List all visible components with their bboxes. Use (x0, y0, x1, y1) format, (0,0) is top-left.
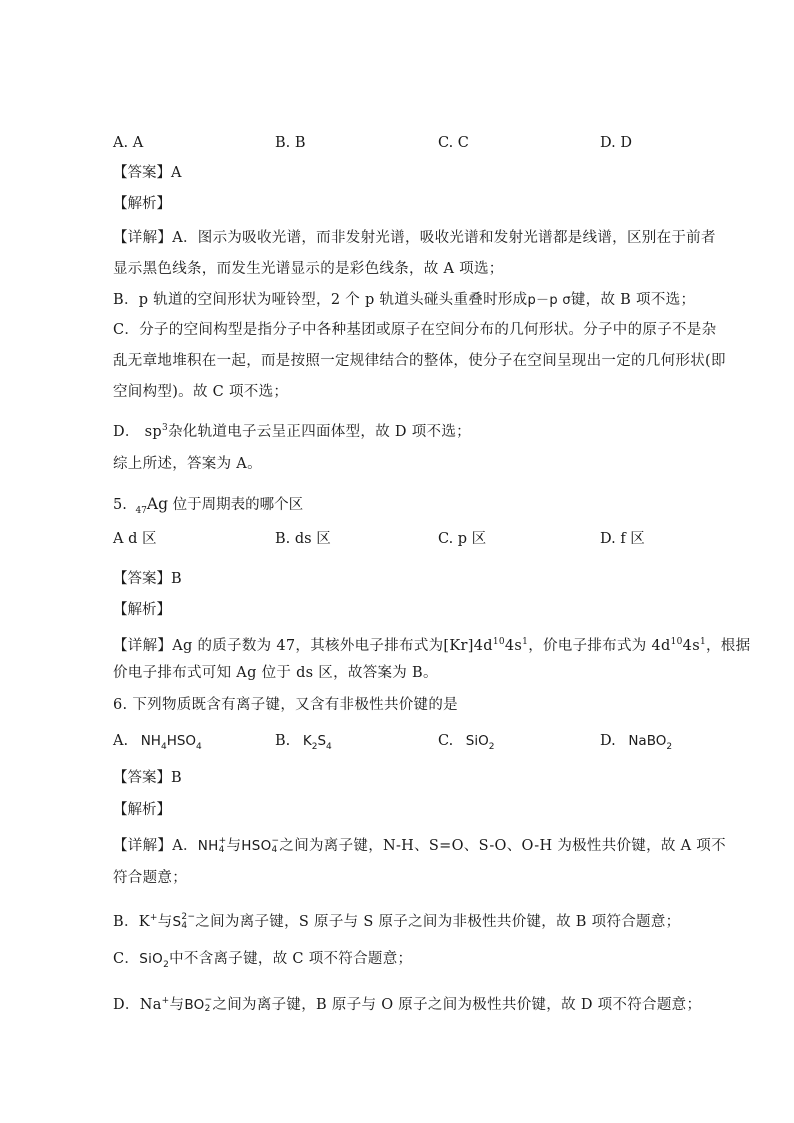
q6-option-d-label: D. (600, 733, 616, 749)
detail-d-post: 杂化轨道电子云呈正四面体型，故 D 项不选； (168, 424, 471, 440)
formula-part: SiO (465, 733, 489, 749)
q6-option-a (113, 731, 202, 757)
detail-a-post: 之间为离子键，N-H、S=O、S-O、O-H 为极性共价键，故 A 项不 (279, 838, 726, 854)
q6-analysis-label: 【解析】 (113, 802, 171, 818)
q6-option-a-label: A. (113, 733, 129, 749)
detail-text-5: ，根据 (705, 638, 751, 654)
q5-option-b: B. ds 区 (275, 531, 331, 547)
answer-value: B (171, 770, 182, 786)
answer-label: 【答案】 (113, 571, 171, 587)
ion-base: NH (197, 838, 219, 854)
q4-detail-c-line1: C．分子的空间构型是指分子中各种基团或原子在空间分布的几何形状。分子中的原子不是杂 (113, 322, 717, 338)
detail-text-2: 4s (504, 638, 523, 654)
q6-detail-a-line2: 符合题意； (113, 870, 187, 886)
ion-sub: 4 (181, 921, 188, 931)
detail-text-4: 4s (682, 638, 700, 654)
formula-sub: 2 (666, 742, 673, 752)
formula-sub: 4 (326, 742, 332, 752)
detail-sup-2: 1 (522, 637, 529, 647)
detail-a-pre: A． (172, 838, 198, 854)
q6-option-c-label: C. (438, 733, 454, 749)
ion-hydrogensulfate (241, 838, 279, 854)
detail-b-post: 之间为离子键，S 原子与 S 原子之间为非极性共价键，故 B 项符合题意； (195, 914, 681, 930)
formula-sub: 4 (196, 742, 202, 752)
detail-d-mid: 与 (169, 997, 185, 1013)
ion-metaborate (184, 997, 212, 1013)
detail-b-mid: 与 (157, 914, 173, 930)
ion-base: HSO (241, 838, 272, 854)
q4-option-d: D. D (600, 135, 632, 151)
ion-ammonium (198, 838, 227, 854)
q5-stem-text: 位于周期表的哪个区 (172, 497, 304, 513)
detail-c-post: 中不含离子键，故 C 项不符合题意； (169, 951, 413, 967)
detail-sup-1: 10 (492, 637, 505, 647)
formula-sub: 2 (488, 742, 495, 752)
ion-charge: 2− (181, 912, 196, 922)
q5-number: 5. (113, 497, 127, 513)
q6-option-c (438, 731, 494, 757)
q5-answer (113, 569, 182, 589)
ion-charge: − (271, 836, 280, 846)
q6-answer (113, 768, 182, 788)
q6-detail-d (113, 991, 701, 1015)
q4-option-c: C. C (438, 135, 469, 151)
q4-detail-a-line2: 显示黑色线条，而发生光谱显示的是彩色线条，故 A 项选； (113, 261, 504, 277)
q6-stem: 6. 下列物质既含有离子键，又含有非极性共价键的是 (113, 697, 458, 713)
q5-stem (113, 494, 303, 521)
q5-atomic-number: 47 (135, 506, 147, 516)
detail-label: 【详解】 (113, 638, 173, 654)
detail-d-pre: D． sp (113, 424, 162, 440)
detail-sup-4: 1 (699, 637, 706, 647)
formula-sub: 2 (163, 960, 170, 970)
q5-detail-line2: 价电子排布式可知 Ag 位于 ds 区，故答案为 B。 (113, 665, 438, 681)
q5-detail-line1 (113, 632, 750, 656)
q6-detail-c (113, 949, 412, 975)
q6-option-a-formula (140, 733, 202, 752)
formula-part: NH (140, 733, 161, 749)
q5-analysis-label: 【解析】 (113, 602, 171, 618)
detail-d-sup: 3 (161, 423, 168, 433)
formula-sub: 4 (160, 742, 167, 752)
q6-option-b-formula (302, 733, 332, 752)
answer-value: A (171, 165, 182, 181)
formula-part: K (302, 733, 312, 749)
q5-element: Ag (146, 495, 169, 513)
formula-part: HSO (166, 733, 197, 749)
answer-value: B (171, 571, 182, 587)
q6-detail-a-line1 (113, 836, 726, 856)
answer-label: 【答案】 (113, 770, 171, 786)
formula-sub: 2 (311, 742, 318, 752)
q5-option-a: A d 区 (113, 531, 157, 547)
ion-charge: − (204, 995, 213, 1005)
detail-b-pre: B．K (113, 914, 150, 930)
q6-option-d (600, 731, 672, 757)
detail-d-post: 之间为离子键，B 原子与 O 原子之间为极性共价键，故 D 项不符合题意； (212, 997, 702, 1013)
q4-option-a: A. A (113, 135, 144, 151)
answer-label: 【答案】 (113, 165, 171, 181)
ion-tetrasulfide (173, 914, 196, 930)
q4-summary: 综上所述，答案为 A。 (113, 456, 262, 472)
detail-text-3: ，价电子排布式为 4d (528, 638, 671, 654)
q4-answer (113, 163, 181, 183)
q6-option-b (275, 731, 332, 757)
ion-charge: + (218, 836, 227, 846)
ion-base: S (172, 914, 182, 930)
ion-scripts (181, 913, 195, 931)
q4-detail-a-line1 (113, 228, 716, 248)
formula-part: S (317, 733, 327, 749)
q4-detail-d (113, 418, 471, 442)
detail-d-pre: D．Na (113, 997, 162, 1013)
q4-detail-b (113, 290, 695, 311)
detail-b-bond: p－p σ (527, 293, 571, 308)
detail-b-pre: B．p 轨道的空间形状为哑铃型，2 个 p 轨道头碰头重叠时形成 (113, 292, 528, 308)
detail-b-sup: + (149, 913, 158, 923)
q4-option-b: B. B (275, 135, 306, 151)
q4-analysis-label: 【解析】 (113, 196, 171, 212)
detail-text-1: Ag 的质子数为 47，其核外电子排布式为[Kr]4d (172, 638, 493, 654)
formula-part: NaBO (628, 733, 667, 749)
q6-option-b-label: B. (275, 733, 291, 749)
ion-sub: 4 (218, 845, 225, 855)
q5-option-c: C. p 区 (438, 531, 487, 547)
detail-b-post: 键，故 B 项不选； (570, 292, 696, 308)
formula-part: SiO (139, 951, 164, 967)
ion-base: BO (184, 997, 205, 1013)
detail-label: 【详解】 (113, 838, 173, 854)
q6-option-c-formula (465, 733, 495, 752)
detail-d-sup: + (161, 996, 170, 1006)
q6-option-d-formula (628, 733, 673, 752)
q4-detail-c-line2: 乱无章地堆积在一起，而是按照一定规律结合的整体，使分子在空间呈现出一定的几何形状(即 (113, 353, 726, 369)
detail-text: A．图示为吸收光谱，而非发射光谱，吸收光谱和发射光谱都是线谱，区别在于前者 (172, 230, 716, 246)
ion-sub: 4 (271, 845, 278, 855)
q6-detail-b (113, 908, 680, 932)
q5-option-d: D. f 区 (600, 531, 645, 547)
ion-sub: 2 (204, 1004, 211, 1014)
detail-c-pre: C． (113, 951, 140, 967)
formula-silica (139, 951, 170, 970)
detail-sup-3: 10 (670, 637, 683, 647)
q4-detail-c-line3: 空间构型)。故 C 项不选； (113, 384, 289, 400)
detail-label: 【详解】 (113, 230, 173, 246)
detail-a-mid: 与 (226, 838, 242, 854)
